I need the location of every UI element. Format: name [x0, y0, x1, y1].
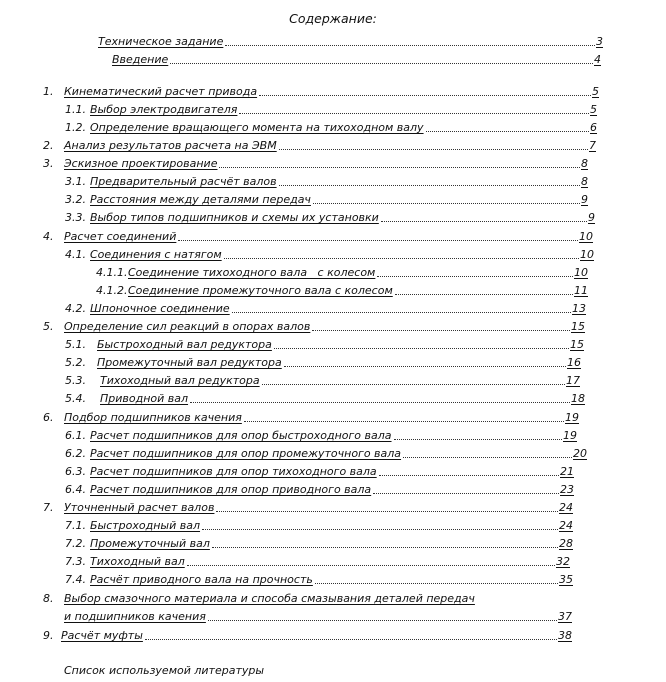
dot-leader	[224, 257, 579, 259]
toc-entry-page: 20	[573, 447, 587, 460]
toc-entry-number: 7.4.	[65, 573, 86, 586]
dot-leader	[379, 474, 559, 476]
toc-entry-6[interactable]	[43, 410, 579, 425]
toc-entry-page: 24	[559, 519, 573, 532]
toc-entry-number: 3.	[43, 157, 54, 170]
toc-entry-page: 24	[559, 501, 573, 514]
toc-entry-6-3[interactable]	[65, 464, 574, 479]
dot-leader	[232, 311, 571, 313]
toc-entry-7-4[interactable]	[65, 572, 573, 587]
toc-entry-text: Шпоночное соединение	[90, 302, 230, 315]
toc-entry-text: Расчет подшипников для опор промежуточного вала	[90, 447, 402, 460]
toc-entry-text: Тихоходный вал редуктора	[100, 374, 260, 387]
toc-entry-page: 17	[566, 374, 580, 387]
toc-entry-text: Расчёт муфты	[61, 629, 143, 642]
toc-entry-number: 7.3.	[65, 555, 86, 568]
toc-entry-6-1[interactable]	[65, 428, 577, 443]
toc-entry-page: 35	[559, 573, 573, 586]
toc-entry-page: 9	[581, 193, 588, 206]
toc-entry-text: Эскизное проектирование	[64, 157, 218, 170]
dot-leader	[219, 166, 580, 168]
toc-entry-text: Кинематический расчет привода	[64, 85, 258, 98]
toc-entry-5[interactable]	[43, 319, 585, 334]
toc-entry-number: 5.2.	[65, 356, 86, 369]
toc-entry-5-3[interactable]	[65, 373, 580, 388]
toc-entry-page: 9	[588, 211, 595, 224]
dot-leader	[426, 130, 589, 132]
dot-leader	[312, 329, 570, 331]
toc-entry-text: Расчет подшипников для опор быстроходного вала	[90, 429, 392, 442]
dot-leader	[187, 564, 555, 566]
toc-entry-5-4[interactable]	[65, 391, 585, 406]
toc-entry-page: 8	[581, 175, 588, 188]
toc-entry-2[interactable]	[43, 138, 596, 153]
toc-entry-page: 15	[571, 320, 585, 333]
toc-entry-4-1[interactable]	[65, 247, 594, 262]
toc-entry-number: 6.4.	[65, 483, 86, 496]
toc-entry-4-2[interactable]	[65, 301, 586, 316]
toc-entry-page: 11	[574, 284, 588, 297]
toc-entry-text: Расчет подшипников для опор тихоходного вала	[90, 465, 377, 478]
toc-entry-text: Промежуточный вал	[90, 537, 210, 550]
toc-entry-number: 3.2.	[65, 193, 86, 206]
dot-leader	[216, 510, 558, 512]
toc-entry-3-2[interactable]	[65, 192, 588, 207]
toc-entry-4[interactable]	[43, 229, 593, 244]
dot-leader	[395, 293, 573, 295]
dot-leader	[239, 112, 589, 114]
toc-entry-text: Быстроходный вал редуктора	[97, 338, 272, 351]
toc-entry-3-3[interactable]	[65, 210, 595, 225]
dot-leader	[313, 202, 580, 204]
toc-entry-number: 6.	[43, 411, 54, 424]
toc-entry-9[interactable]	[43, 628, 572, 643]
toc-entry-5-2[interactable]	[65, 355, 581, 370]
toc-entry-page: 13	[572, 302, 586, 315]
toc-entry-number: 7.1.	[65, 519, 86, 532]
toc-entry-number: 1.	[43, 85, 54, 98]
toc-entry-text: Техническое задание	[98, 35, 224, 48]
toc-entry-text: Соединения с натягом	[90, 248, 222, 261]
dot-leader	[284, 365, 566, 367]
toc-entry-5-1[interactable]	[65, 337, 584, 352]
toc-entry-number: 7.	[43, 501, 54, 514]
toc-entry-page: 19	[563, 429, 577, 442]
dot-leader	[381, 220, 587, 222]
toc-entry-page: 15	[570, 338, 584, 351]
toc-entry-text: Приводной вал	[100, 392, 189, 405]
toc-entry-page: 10	[580, 248, 594, 261]
toc-entry-7-1[interactable]	[65, 518, 573, 533]
toc-entry-text: Расчёт приводного вала на прочность	[90, 573, 313, 586]
dot-leader	[145, 638, 557, 640]
toc-entry-page: 18	[571, 392, 585, 405]
toc-entry-literature[interactable]: Список используемой литературы	[64, 664, 265, 677]
dot-leader	[315, 582, 558, 584]
toc-entry-text: Определение вращающего момента на тихоходном валу	[90, 121, 424, 134]
toc-entry-number: 9.	[43, 629, 54, 642]
dot-leader	[403, 456, 572, 458]
dot-leader	[190, 401, 570, 403]
dot-leader	[279, 184, 580, 186]
toc-entry-page: 32	[556, 555, 570, 568]
dot-leader	[262, 383, 565, 385]
toc-entry-page: 7	[589, 139, 596, 152]
toc-entry-page: 21	[560, 465, 574, 478]
toc-entry-1-2[interactable]	[65, 120, 597, 135]
toc-entry-4-1-2[interactable]	[96, 283, 588, 298]
dot-leader	[377, 275, 573, 277]
dot-leader	[212, 546, 558, 548]
toc-entry-page: 10	[574, 266, 588, 279]
dot-leader	[170, 62, 593, 64]
toc-entry-page: 6	[590, 121, 597, 134]
toc-entry-8-line2[interactable]	[64, 609, 572, 624]
toc-entry-text: Определение сил реакций в опорах валов	[64, 320, 311, 333]
toc-entry-text: Предварительный расчёт валов	[90, 175, 277, 188]
toc-entry-number: 4.	[43, 230, 54, 243]
toc-entry-1[interactable]	[43, 84, 599, 99]
dot-leader	[279, 148, 588, 150]
dot-leader	[373, 492, 559, 494]
toc-entry-text: Анализ результатов расчета на ЭВМ	[64, 139, 277, 152]
toc-entry-page: 10	[579, 230, 593, 243]
toc-entry-intro-1[interactable]	[112, 52, 601, 67]
dot-leader	[259, 94, 591, 96]
toc-entry-number: 4.1.1.	[96, 266, 128, 279]
toc-entry-text: Промежуточный вал редуктора	[97, 356, 282, 369]
toc-entry-text: Расчет подшипников для опор приводного вала	[90, 483, 372, 496]
dot-leader	[274, 347, 569, 349]
dot-leader	[202, 528, 558, 530]
toc-entry-6-4[interactable]	[65, 482, 574, 497]
toc-entry-7[interactable]	[43, 500, 573, 515]
toc-entry-number: 3.1.	[65, 175, 86, 188]
dot-leader	[208, 619, 557, 621]
toc-entry-number: 1.1.	[65, 103, 86, 116]
toc-entry-number: 4.1.	[65, 248, 86, 261]
toc-entry-number: 5.4.	[65, 392, 86, 405]
toc-entry-text: Быстроходный вал	[90, 519, 201, 532]
toc-entry-page: 5	[592, 85, 599, 98]
toc-entry-text: и подшипников качения	[64, 610, 206, 623]
dot-leader	[178, 239, 578, 241]
toc-entry-number: 8.	[43, 592, 54, 605]
toc-entry-number: 5.1.	[65, 338, 86, 351]
toc-entry-3-1[interactable]	[65, 174, 588, 189]
toc-entry-text: Выбор электродвигателя	[90, 103, 238, 116]
toc-entry-text: Подбор подшипников качения	[64, 411, 242, 424]
toc-entry-6-2[interactable]	[65, 446, 587, 461]
toc-entry-text: Расстояния между деталями передач	[90, 193, 311, 206]
toc-entry-number: 7.2.	[65, 537, 86, 550]
toc-entry-number: 5.	[43, 320, 54, 333]
toc-entry-page: 5	[590, 103, 597, 116]
dot-leader	[394, 438, 562, 440]
toc-entry-number: 6.2.	[65, 447, 86, 460]
toc-entry-text: Введение	[112, 53, 169, 66]
toc-entry-text: Уточненный расчет валов	[64, 501, 215, 514]
toc-entry-page: 28	[559, 537, 573, 550]
toc-entry-text: Выбор смазочного материала и способа смазывания деталей передач	[64, 592, 475, 605]
toc-entry-number: 4.2.	[65, 302, 86, 315]
dot-leader	[244, 420, 564, 422]
toc-entry-page: 38	[558, 629, 572, 642]
page-title: Содержание:	[289, 11, 377, 26]
toc-entry-number: 1.2.	[65, 121, 86, 134]
toc-entry-page: 8	[581, 157, 588, 170]
toc-entry-4-1-1[interactable]	[96, 265, 588, 280]
toc-entry-page: 19	[565, 411, 579, 424]
toc-entry-text: Соединение промежуточного вала с колесом	[128, 284, 393, 297]
toc-entry-7-2[interactable]	[65, 536, 573, 551]
dot-leader	[225, 44, 595, 46]
toc-entry-page: 16	[567, 356, 581, 369]
toc-entry-page: 3	[596, 35, 603, 48]
toc-entry-text: Выбор типов подшипников и схемы их установки	[90, 211, 379, 224]
toc-entry-1-1[interactable]	[65, 102, 597, 117]
toc-entry-8-line1[interactable]	[43, 591, 475, 606]
toc-entry-intro-0[interactable]	[98, 34, 603, 49]
toc-entry-number: 6.3.	[65, 465, 86, 478]
toc-entry-3[interactable]	[43, 156, 588, 171]
toc-entry-page: 23	[560, 483, 574, 496]
toc-entry-page: 37	[558, 610, 572, 623]
toc-entry-number: 6.1.	[65, 429, 86, 442]
toc-entry-text: Соединение тихоходного вала с колесом	[128, 266, 376, 279]
toc-entry-number: 5.3.	[65, 374, 86, 387]
toc-entry-page: 4	[594, 53, 601, 66]
toc-entry-number: 4.1.2.	[96, 284, 128, 297]
toc-entry-7-3[interactable]	[65, 554, 570, 569]
toc-entry-text: Тихоходный вал	[90, 555, 185, 568]
toc-entry-text: Расчет соединений	[64, 230, 177, 243]
toc-entry-number: 3.3.	[65, 211, 86, 224]
toc-entry-number: 2.	[43, 139, 54, 152]
